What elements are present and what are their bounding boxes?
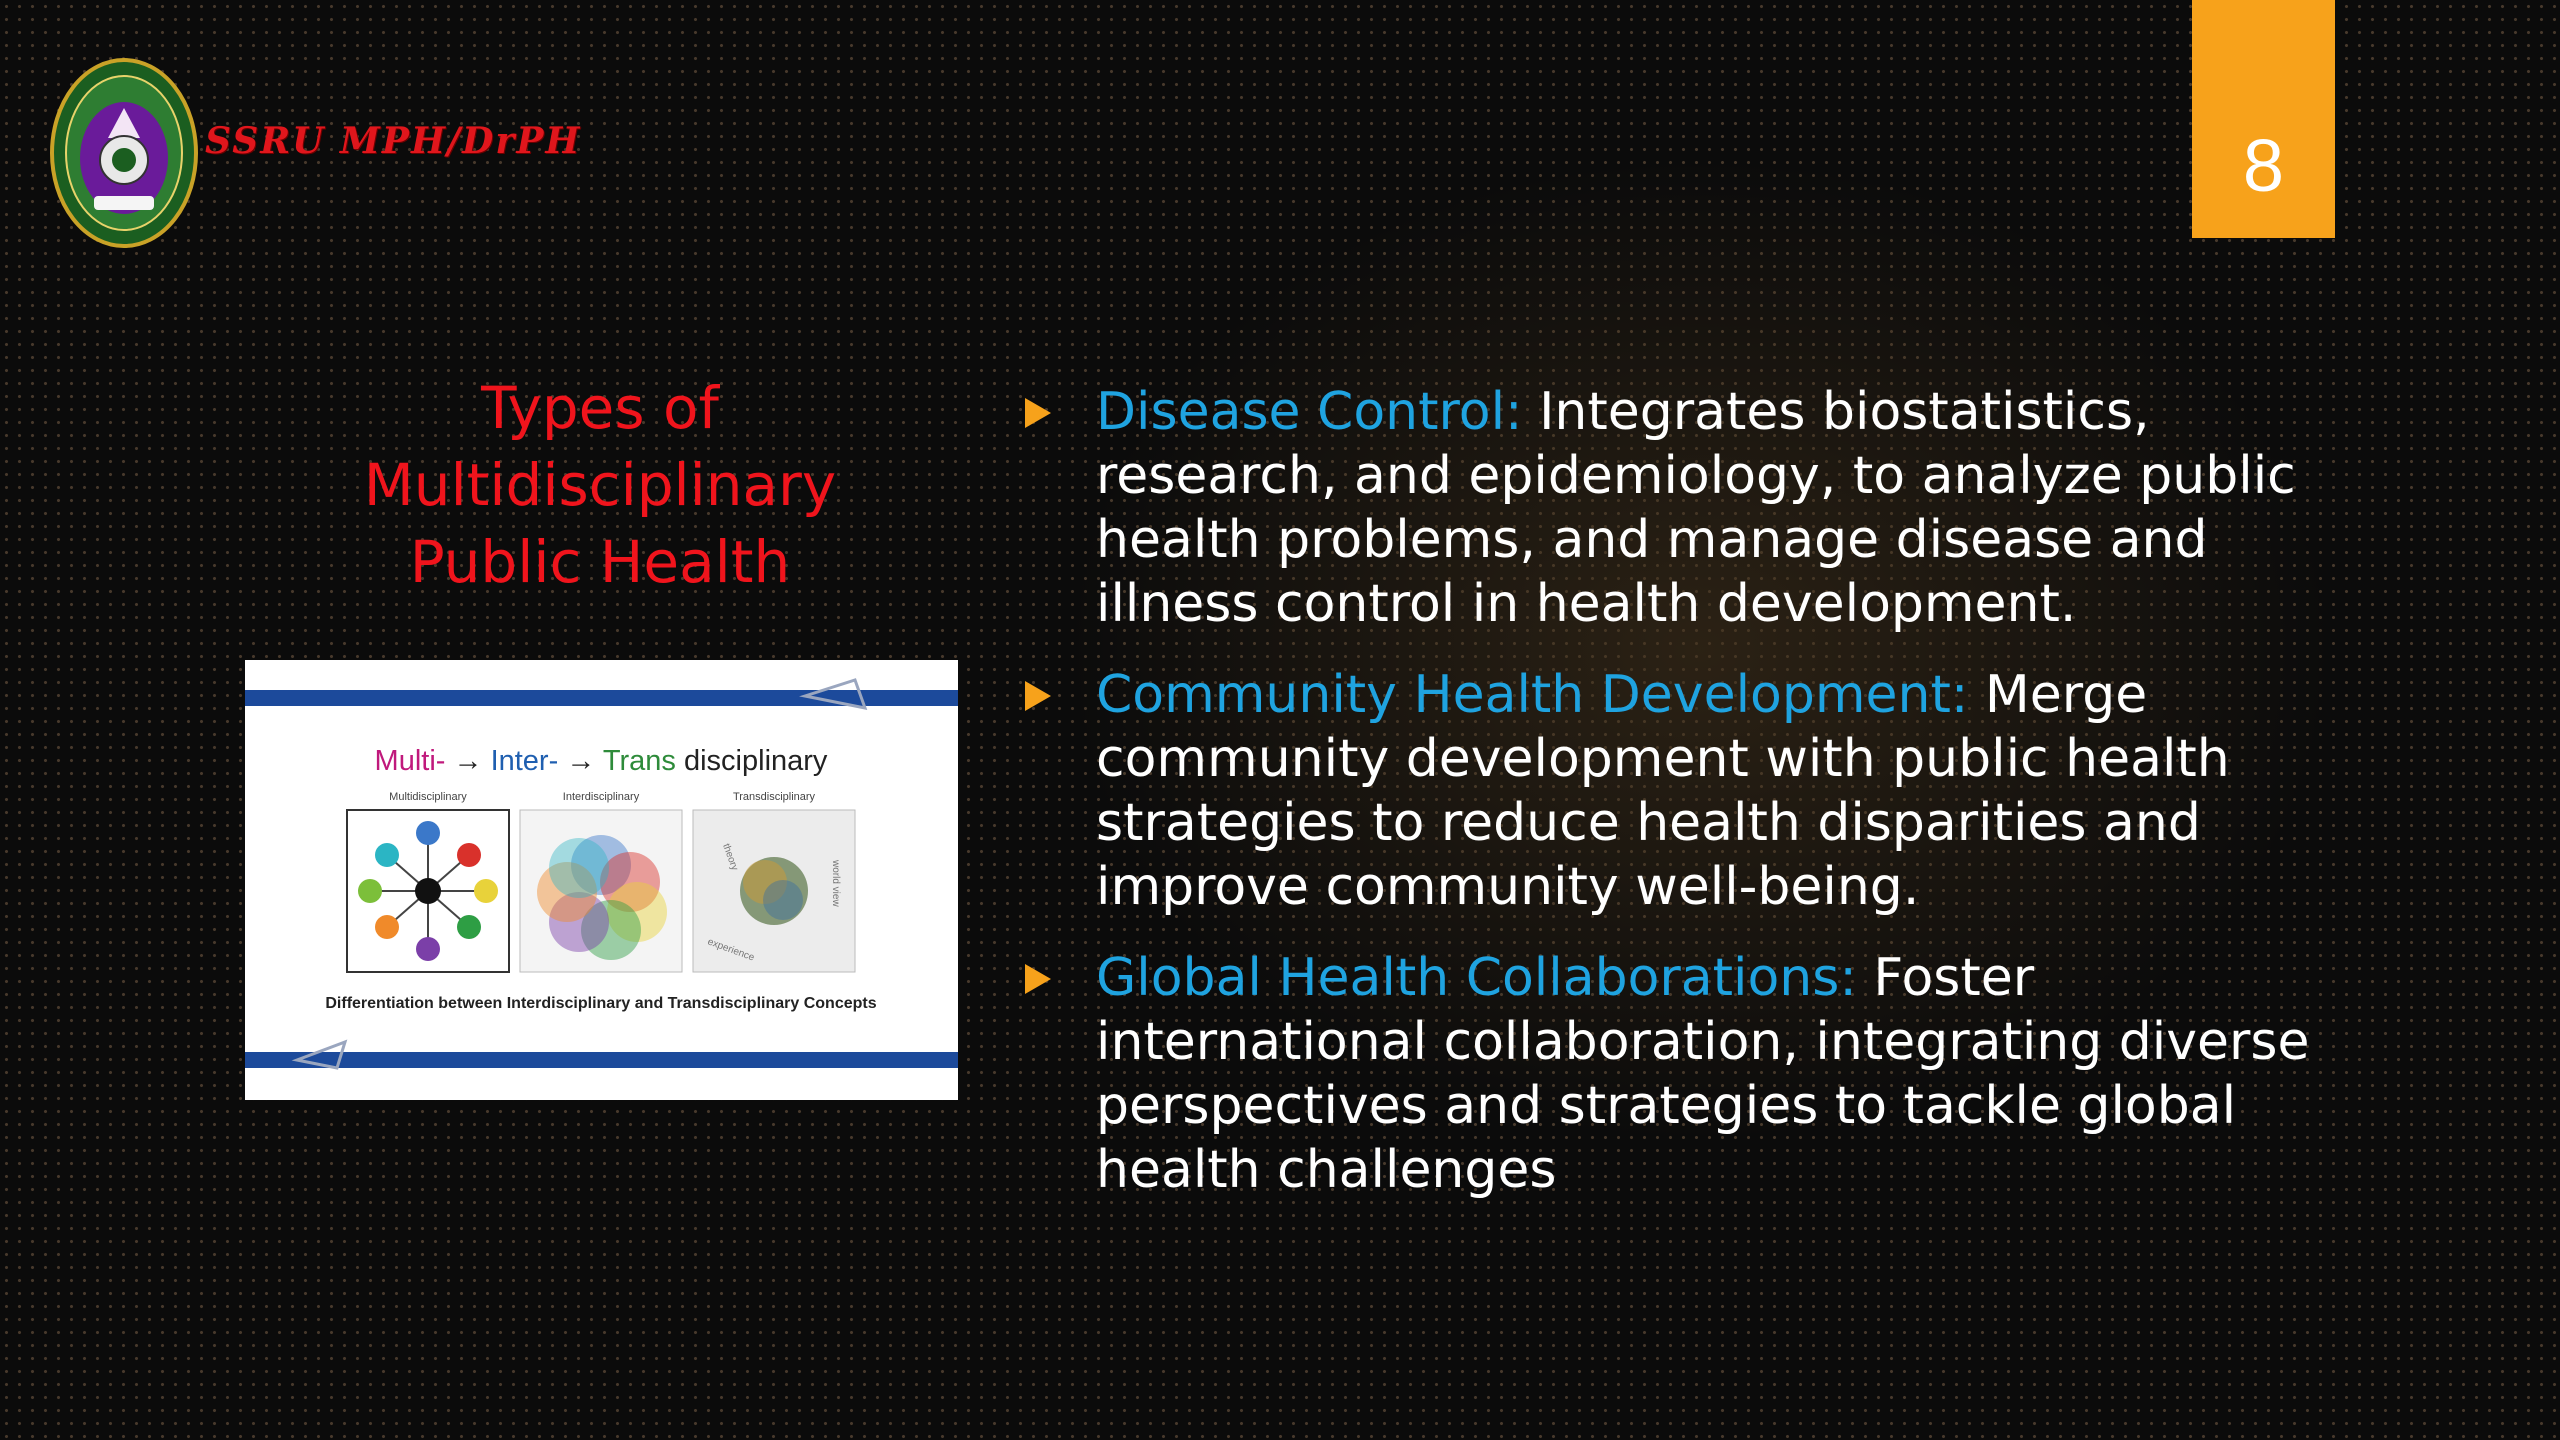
svg-text:experience: experience [705, 936, 756, 964]
interdisciplinary-panel [520, 810, 682, 972]
page-number: 8 [2242, 124, 2285, 207]
bullet-item [1025, 380, 2345, 636]
slide-title [300, 370, 900, 601]
svg-text:world view: world view [830, 860, 841, 907]
heading-inter: Inter- [490, 745, 559, 777]
multidisciplinary-panel [347, 810, 509, 972]
heading-trans: Trans [602, 745, 676, 777]
figure-heading [375, 745, 828, 777]
bullet-item [1025, 663, 2345, 919]
transdisciplinary-panel [693, 810, 855, 972]
university-seal-icon [50, 58, 198, 248]
arrow-icon: → [566, 745, 603, 777]
brand-label: SSRU MPH/DrPH [205, 120, 582, 162]
triangle-bullet-icon [1025, 964, 1051, 994]
bullet-text: Foster international collaboration, integrating diverse perspectives and strategies to tackle global health challenges [1096, 948, 2310, 1200]
triangle-bullet-icon [1025, 398, 1051, 428]
figure-caption: Differentiation between Interdisciplinary and Transdisciplinary Concepts [325, 995, 877, 1012]
figure-top-band [245, 690, 958, 706]
bullet-term: Global Health Collaborations: [1096, 948, 1857, 1008]
disciplinary-diagram-figure [245, 660, 958, 1100]
panel-label-trans: Transdisciplinary [732, 791, 816, 803]
bullet-list [1025, 380, 2345, 1229]
bullet-text: Integrates biostatistics, research, and epidemiology, to analyze public health problems, and manage disease and illness control in health development. [1096, 382, 2296, 634]
panel-label-inter: Interdisciplinary [562, 791, 640, 803]
heading-multi: Multi- [374, 745, 446, 777]
heading-suffix: disciplinary [683, 745, 828, 777]
figure-bottom-band [245, 1052, 958, 1068]
panel-label-multi: Multidisciplinary [389, 791, 467, 803]
arrow-icon: → [453, 745, 491, 777]
title-line-1: Types of [481, 374, 719, 442]
svg-text:theory: theory [720, 842, 741, 873]
triangle-bullet-icon [1025, 681, 1051, 711]
title-line-2: Multidisciplinary [363, 451, 837, 519]
bullet-item [1025, 946, 2345, 1202]
page-number-tab [2192, 0, 2335, 238]
bullet-term: Disease Control: [1096, 382, 1523, 442]
title-line-3: Public Health [409, 528, 791, 596]
bullet-term: Community Health Development: [1096, 665, 1969, 725]
bullet-text: Merge community development with public health strategies to reduce health disparities and improve community well-being. [1096, 665, 2230, 917]
